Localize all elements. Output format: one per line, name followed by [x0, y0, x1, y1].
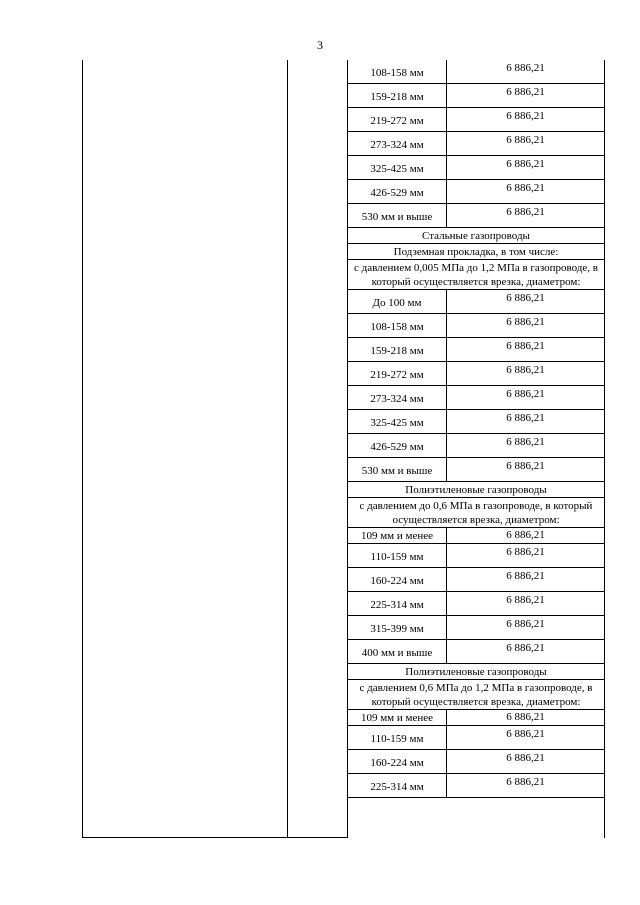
section-header-row	[348, 260, 604, 290]
table-row	[348, 410, 604, 434]
diameter-cell: 426-529 мм	[348, 180, 447, 204]
price-cell: 6 886,21	[447, 710, 605, 726]
table-row	[348, 750, 604, 774]
table-bottom-border	[82, 837, 347, 838]
diameter-cell: 530 мм и выше	[348, 458, 447, 482]
price-cell: 6 886,21	[447, 338, 605, 362]
price-cell: 6 886,21	[447, 180, 605, 204]
table-row	[348, 726, 604, 750]
diameter-cell: 315-399 мм	[348, 616, 447, 640]
table-row	[348, 362, 604, 386]
table-row	[348, 290, 604, 314]
section-header: с давлением 0,6 МПа до 1,2 МПа в газопроводе, в который осуществляется врезка, диаметром:	[348, 680, 604, 710]
diameter-cell: 109 мм и менее	[348, 528, 447, 544]
table-row	[348, 710, 604, 726]
diameter-cell: 159-218 мм	[348, 84, 447, 108]
section-header: Полиэтиленовые газопроводы	[348, 482, 604, 498]
diameter-cell: 110-159 мм	[348, 726, 447, 750]
price-cell: 6 886,21	[447, 410, 605, 434]
price-cell: 6 886,21	[447, 544, 605, 568]
table-row	[348, 132, 604, 156]
price-cell: 6 886,21	[447, 568, 605, 592]
diameter-cell: 108-158 мм	[348, 314, 447, 338]
price-cell: 6 886,21	[447, 156, 605, 180]
diameter-cell: 530 мм и выше	[348, 204, 447, 228]
price-cell: 6 886,21	[447, 750, 605, 774]
table-row	[348, 84, 604, 108]
price-cell: 6 886,21	[447, 290, 605, 314]
diameter-cell: 225-314 мм	[348, 592, 447, 616]
price-cell: 6 886,21	[447, 84, 605, 108]
price-cell: 6 886,21	[447, 132, 605, 156]
table-row	[348, 434, 604, 458]
table-row	[348, 616, 604, 640]
tariff-table	[82, 60, 603, 838]
table-row	[348, 568, 604, 592]
price-cell: 6 886,21	[447, 592, 605, 616]
section-header: Подземная прокладка, в том числе:	[348, 244, 604, 260]
section-header: Полиэтиленовые газопроводы	[348, 664, 604, 680]
price-cell: 6 886,21	[447, 726, 605, 750]
section-header-row	[348, 664, 604, 680]
diameter-cell: 160-224 мм	[348, 750, 447, 774]
diameter-cell: 426-529 мм	[348, 434, 447, 458]
diameter-cell: 159-218 мм	[348, 338, 447, 362]
table-row	[348, 640, 604, 664]
table-row	[348, 592, 604, 616]
table-row	[348, 458, 604, 482]
tariff-grid-table	[348, 60, 604, 798]
table-row	[348, 60, 604, 84]
diameter-cell: 110-159 мм	[348, 544, 447, 568]
table-row	[348, 774, 604, 798]
table-row	[348, 204, 604, 228]
table-row	[348, 314, 604, 338]
section-header: Стальные газопроводы	[348, 228, 604, 244]
diameter-cell: 160-224 мм	[348, 568, 447, 592]
table-row	[348, 180, 604, 204]
diameter-cell: 273-324 мм	[348, 132, 447, 156]
price-cell: 6 886,21	[447, 616, 605, 640]
diameter-cell: До 100 мм	[348, 290, 447, 314]
price-cell: 6 886,21	[447, 362, 605, 386]
price-cell: 6 886,21	[447, 314, 605, 338]
section-header-row	[348, 482, 604, 498]
tariff-grid	[347, 60, 605, 838]
page-number: 3	[317, 38, 323, 52]
section-header-row	[348, 244, 604, 260]
table-row	[348, 386, 604, 410]
table-row	[348, 338, 604, 362]
table-column-divider	[287, 60, 288, 838]
diameter-cell: 325-425 мм	[348, 156, 447, 180]
price-cell: 6 886,21	[447, 434, 605, 458]
price-cell: 6 886,21	[447, 108, 605, 132]
section-header-row	[348, 680, 604, 710]
table-row	[348, 108, 604, 132]
diameter-cell: 109 мм и менее	[348, 710, 447, 726]
section-header-row	[348, 228, 604, 244]
section-header-row	[348, 498, 604, 528]
price-cell: 6 886,21	[447, 528, 605, 544]
price-cell: 6 886,21	[447, 204, 605, 228]
diameter-cell: 219-272 мм	[348, 108, 447, 132]
table-row	[348, 544, 604, 568]
diameter-cell: 219-272 мм	[348, 362, 447, 386]
diameter-cell: 108-158 мм	[348, 60, 447, 84]
table-row	[348, 528, 604, 544]
tariff-grid-body	[348, 60, 604, 798]
price-cell: 6 886,21	[447, 60, 605, 84]
diameter-cell: 325-425 мм	[348, 410, 447, 434]
price-cell: 6 886,21	[447, 458, 605, 482]
price-cell: 6 886,21	[447, 774, 605, 798]
table-left-border	[82, 60, 83, 838]
diameter-cell: 400 мм и выше	[348, 640, 447, 664]
price-cell: 6 886,21	[447, 640, 605, 664]
diameter-cell: 273-324 мм	[348, 386, 447, 410]
table-row	[348, 156, 604, 180]
section-header: с давлением до 0,6 МПа в газопроводе, в который осуществляется врезка, диаметром:	[348, 498, 604, 528]
diameter-cell: 225-314 мм	[348, 774, 447, 798]
price-cell: 6 886,21	[447, 386, 605, 410]
section-header: с давлением 0,005 МПа до 1,2 МПа в газопроводе, в который осуществляется врезка, диаметром:	[348, 260, 604, 290]
